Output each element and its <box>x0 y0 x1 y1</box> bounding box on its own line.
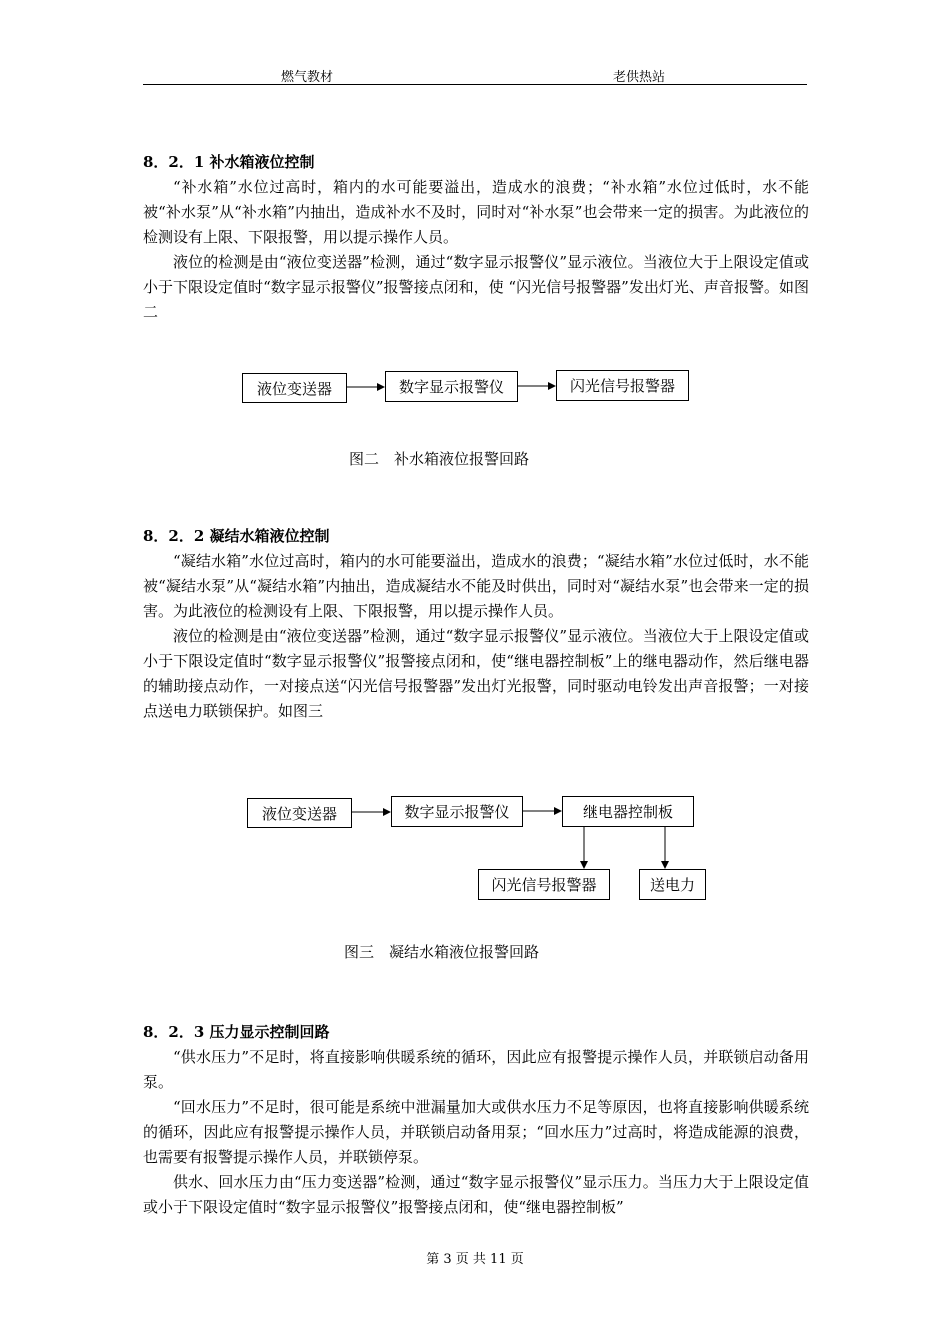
paragraph: “凝结水箱”水位过高时，箱内的水可能要溢出，造成水的浪费；“凝结水箱”水位过低时，水不能被“凝结水泵”从“凝结水箱”内抽出，造成凝结水不能及时供出，同时对“凝结水泵”也会带来一定的损害。为此液位的检测设有上限、下限报警，用以提示操作人员。 <box>143 552 809 620</box>
figure-caption: 图三 凝结水箱液位报警回路 <box>344 943 540 961</box>
flow-box-flash-alarm: 闪光信号报警器 <box>556 370 689 401</box>
page-footer: 第 3 页 共 11 页 <box>426 1252 524 1267</box>
flow-box-power-interlock: 送电力 <box>639 869 706 900</box>
figure-caption: 图二 补水箱液位报警回路 <box>349 450 530 468</box>
paragraph: 供水、回水压力由“压力变送器”检测，通过“数字显示报警仪”显示压力。当压力大于上限设定值或小于下限设定值时“数字显示报警仪”报警接点闭和，使“继电器控制板” <box>143 1173 809 1216</box>
flow-box-level-transmitter: 液位变送器 <box>242 373 347 403</box>
section-heading: 8．2．1 补水箱液位控制 <box>143 153 315 171</box>
paragraph: 液位的检测是由“液位变送器”检测，通过“数字显示报警仪”显示液位。当液位大于上限设定值或小于下限设定值时“数字显示报警仪”报警接点闭和，使 “闪光信号报警器”发出灯光、声音报警。如图二 <box>143 253 809 321</box>
paragraph: 液位的检测是由“液位变送器”检测，通过“数字显示报警仪”显示液位。当液位大于上限设定值或小于下限设定值时“数字显示报警仪”报警接点闭和，使“继电器控制板”上的继电器动作，然后继电器的辅助接点动作，一对接点送“闪光信号报警器”发出灯光报警，同时驱动电铃发出声音报警；一对接点送电力联锁保护。如图三 <box>143 627 809 720</box>
paragraph: “回水压力”不足时，很可能是系统中泄漏量加大或供水压力不足等原因，也将直接影响供暖系统的循环，因此应有报警提示操作人员，并联锁启动备用泵；“回水压力”过高时，将造成能源的浪费，也需要有报警提示操作人员，并联锁停泵。 <box>143 1098 809 1166</box>
paragraph: “供水压力”不足时，将直接影响供暖系统的循环，因此应有报警提示操作人员，并联锁启动备用泵。 <box>143 1048 809 1091</box>
flow-box-digital-alarm: 数字显示报警仪 <box>385 371 518 402</box>
flow-box-digital-alarm: 数字显示报警仪 <box>391 796 523 827</box>
section-heading: 8．2．3 压力显示控制回路 <box>143 1023 330 1041</box>
flow-box-flash-alarm: 闪光信号报警器 <box>478 869 610 900</box>
flow-box-relay-board: 继电器控制板 <box>562 796 694 827</box>
paragraph: “补水箱”水位过高时，箱内的水可能要溢出，造成水的浪费；“补水箱”水位过低时，水不能被“补水泵”从“补水箱”内抽出，造成补水不及时，同时对“补水泵”也会带来一定的损害。为此液位的检测设有上限、下限报警，用以提示操作人员。 <box>143 178 809 246</box>
header-left: 燃气教材 <box>281 70 334 85</box>
section-8-2-3 <box>143 1020 809 1220</box>
section-heading: 8．2．2 凝结水箱液位控制 <box>143 527 330 545</box>
header-right: 老供热站 <box>613 70 666 85</box>
flow-box-level-transmitter: 液位变送器 <box>247 798 352 828</box>
